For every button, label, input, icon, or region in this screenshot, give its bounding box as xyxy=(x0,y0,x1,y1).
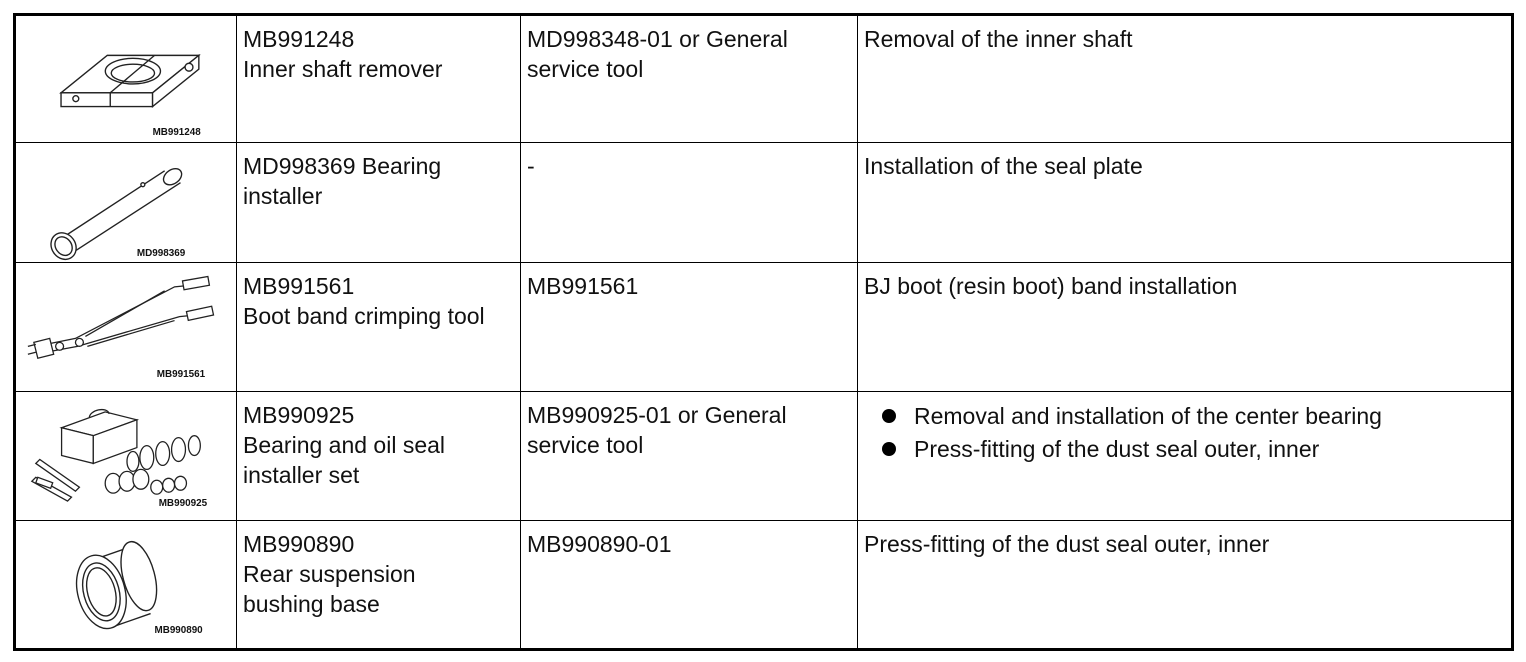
supersession-cell xyxy=(521,263,858,392)
tool-name: Boot band crimping tool xyxy=(243,303,485,329)
tool-number-name-cell xyxy=(237,143,521,263)
supersession-cell xyxy=(521,521,858,650)
tool-illustration-cell xyxy=(15,521,237,650)
tool-name: bushing base xyxy=(243,591,380,617)
supersession-text: MB990890-01 xyxy=(527,531,672,557)
application-cell xyxy=(858,392,1513,521)
image-caption: MB991561 xyxy=(156,369,206,381)
application-cell xyxy=(858,521,1513,650)
bullet-icon xyxy=(882,409,896,423)
image-caption: MB990890 xyxy=(154,625,203,637)
tool-illustration-cell xyxy=(15,392,237,521)
special-tools-table xyxy=(13,13,1514,651)
supersession-text: - xyxy=(527,153,535,179)
tool-name: Bearing and oil seal xyxy=(243,432,446,458)
application-cell xyxy=(858,15,1513,143)
boot-band-crimping-tool-illustration xyxy=(16,263,236,391)
tool-name: Rear suspension xyxy=(243,561,416,587)
supersession-cell xyxy=(521,15,858,143)
bearing-installer-illustration xyxy=(16,143,236,262)
table-row xyxy=(15,15,1513,143)
image-caption: MD998369 xyxy=(136,248,186,260)
table-row xyxy=(15,143,1513,263)
tool-illustration-cell xyxy=(15,143,237,263)
table-row xyxy=(15,521,1513,650)
tool-number-name-cell xyxy=(237,263,521,392)
tool-number: MB991561 xyxy=(243,273,355,299)
supersession-text: MD998348-01 or General xyxy=(527,26,788,52)
tool-number: MB990890 xyxy=(243,531,355,557)
tool-illustration-cell xyxy=(15,15,237,143)
supersession-cell xyxy=(521,143,858,263)
application-text: Installation of the seal plate xyxy=(864,153,1143,179)
supersession-text: MB991561 xyxy=(527,273,639,299)
application-text: Press-fitting of the dust seal outer, inner xyxy=(914,436,1320,462)
tool-name: Inner shaft remover xyxy=(243,56,443,82)
image-caption: MB990925 xyxy=(158,498,208,510)
rear-suspension-bushing-base-illustration xyxy=(16,521,236,648)
supersession-cell xyxy=(521,392,858,521)
tool-illustration-cell xyxy=(15,263,237,392)
application-bullet-list xyxy=(864,400,1505,466)
tool-number-name-cell xyxy=(237,521,521,650)
bearing-oil-seal-installer-set-illustration xyxy=(16,392,236,520)
tool-number-name-cell xyxy=(237,392,521,521)
supersession-text: MB990925-01 or General xyxy=(527,402,787,428)
list-item xyxy=(864,400,1505,433)
application-cell xyxy=(858,143,1513,263)
table-row xyxy=(15,392,1513,521)
tool-name: installer xyxy=(243,183,323,209)
application-text: Press-fitting of the dust seal outer, inner xyxy=(864,531,1270,557)
tool-number: MB990925 xyxy=(243,402,355,428)
table-row xyxy=(15,263,1513,392)
application-text: Removal and installation of the center bearing xyxy=(914,403,1382,429)
supersession-text: service tool xyxy=(527,432,644,458)
bullet-icon xyxy=(882,442,896,456)
application-cell xyxy=(858,263,1513,392)
tool-number-name-cell xyxy=(237,15,521,143)
tool-number: MD998369 Bearing xyxy=(243,153,442,179)
inner-shaft-remover-illustration xyxy=(16,16,236,142)
application-text: BJ boot (resin boot) band installation xyxy=(864,273,1238,299)
tool-name: installer set xyxy=(243,462,360,488)
list-item xyxy=(864,433,1505,466)
image-caption: MB991248 xyxy=(152,127,201,139)
supersession-text: service tool xyxy=(527,56,644,82)
tool-number: MB991248 xyxy=(243,26,355,52)
application-text: Removal of the inner shaft xyxy=(864,26,1133,52)
